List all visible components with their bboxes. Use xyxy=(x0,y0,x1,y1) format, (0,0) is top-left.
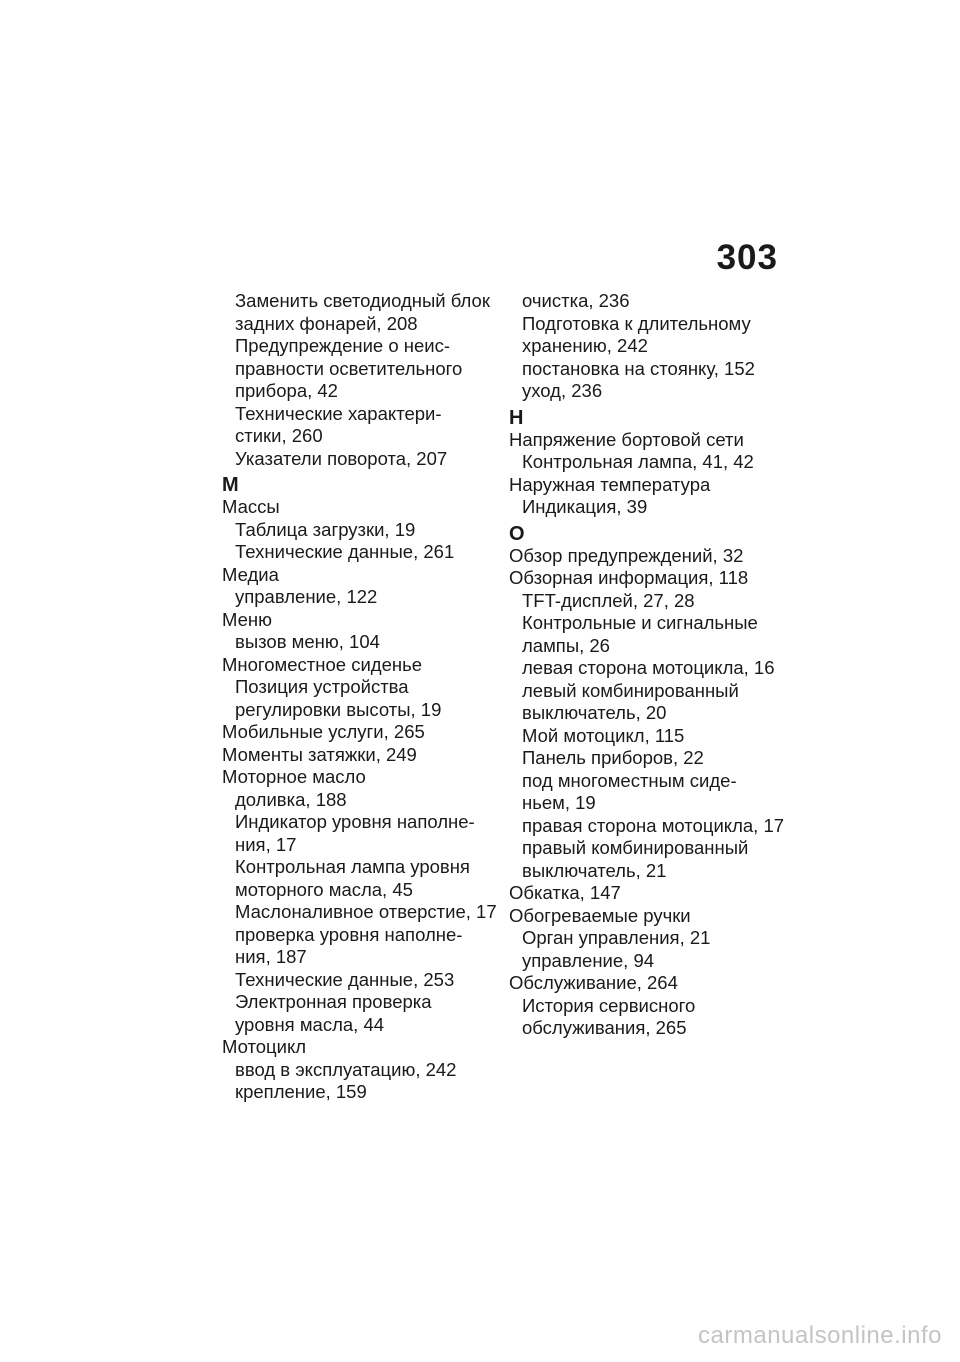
index-sub-entry: регулировки высоты, 19 xyxy=(235,698,442,720)
index-main-entry: Обкатка, 147 xyxy=(509,882,621,903)
index-main-entry: Обслуживание, 264 xyxy=(509,972,678,993)
index-sub-entry: хранению, 242 xyxy=(522,335,648,356)
index-sub-entry: крепление, 159 xyxy=(235,1081,367,1102)
index-sub-entry: Индикатор уровня наполне- xyxy=(235,811,475,832)
index-sub-entry: Технические данные, 261 xyxy=(235,541,455,562)
index-sub-entry: Электронная проверка xyxy=(235,991,432,1012)
index-sub-entry: очистка, 236 xyxy=(522,290,630,311)
index-sub-entry: выключатель, 21 xyxy=(522,859,667,881)
index-sub-entry: проверка уровня наполне- xyxy=(235,923,463,945)
index-sub-entry: постановка на стоянку, 152 xyxy=(522,357,755,379)
index-sub-entry: Подготовка к длительному xyxy=(522,312,751,334)
index-sub-entry: Маслоналивное отверстие, 17 xyxy=(235,901,497,922)
index-sub-entry: прибора, 42 xyxy=(235,380,338,401)
index-sub-entry: Контрольная лампа, 41, 42 xyxy=(522,451,754,472)
page-number: 303 xyxy=(716,238,778,277)
index-sub-entry: Технические характери- xyxy=(235,402,442,424)
index-sub-entry: стики, 260 xyxy=(235,425,323,446)
index-sub-entry: Панель приборов, 22 xyxy=(522,747,704,768)
index-sub-entry: левый комбинированный xyxy=(522,679,739,701)
index-main-entry: Напряжение бортовой сети xyxy=(509,428,744,450)
index-column-right xyxy=(509,290,784,1040)
index-main-entry: Обзор предупреждений, 32 xyxy=(509,544,744,566)
index-main-entry: Мобильные услуги, 265 xyxy=(222,721,425,742)
index-sub-entry: правый комбинированный xyxy=(522,837,749,858)
index-sub-entry: правая сторона мотоцикла, 17 xyxy=(522,814,785,836)
index-sub-entry: TFT-дисплей, 27, 28 xyxy=(522,589,695,611)
index-sub-entry: задних фонарей, 208 xyxy=(235,312,418,334)
index-sub-entry: лампы, 26 xyxy=(522,634,610,656)
index-sub-entry: Контрольные и сигнальные xyxy=(522,612,758,633)
index-sub-entry: Таблица загрузки, 19 xyxy=(235,518,416,540)
index-sub-entry: История сервисного xyxy=(522,994,696,1016)
index-sub-entry: Индикация, 39 xyxy=(522,496,648,517)
index-letter-heading: О xyxy=(509,522,525,545)
index-main-entry: Массы xyxy=(222,496,280,517)
index-main-entry: Мотоцикл xyxy=(222,1036,307,1057)
index-sub-entry: под многоместным сиде- xyxy=(522,769,737,791)
index-main-entry: Обогреваемые ручки xyxy=(509,904,691,926)
index-sub-entry: управление, 94 xyxy=(522,949,655,971)
index-sub-entry: ния, 187 xyxy=(235,946,307,967)
index-sub-entry: Предупреждение о неис- xyxy=(235,335,451,356)
index-sub-entry: Указатели поворота, 207 xyxy=(235,447,448,469)
index-sub-entry: Технические данные, 253 xyxy=(235,968,455,990)
index-sub-entry: моторного масла, 45 xyxy=(235,878,413,900)
index-sub-entry: управление, 122 xyxy=(235,586,378,607)
index-sub-entry: Контрольная лампа уровня xyxy=(235,856,470,877)
index-sub-entry: ньем, 19 xyxy=(522,792,596,813)
index-sub-entry: обслуживания, 265 xyxy=(522,1017,687,1038)
index-main-entry: Медиа xyxy=(222,563,279,585)
index-main-entry: Моменты затяжки, 249 xyxy=(222,743,417,765)
index-sub-entry: уровня масла, 44 xyxy=(235,1013,385,1035)
index-sub-entry: уход, 236 xyxy=(522,380,603,401)
index-letter-heading: М xyxy=(222,474,239,496)
index-sub-entry: правности осветительного xyxy=(235,357,463,379)
index-main-entry: Меню xyxy=(222,608,272,630)
index-sub-entry: Орган управления, 21 xyxy=(522,927,711,948)
index-main-entry: Обзорная информация, 118 xyxy=(509,567,749,588)
index-letter-heading: Н xyxy=(509,406,524,429)
index-sub-entry: Позиция устройства xyxy=(235,676,409,697)
index-main-entry: Моторное масло xyxy=(222,766,366,787)
index-main-entry: Наружная температура xyxy=(509,473,711,495)
index-sub-entry: ввод в эксплуатацию, 242 xyxy=(235,1058,457,1080)
index-sub-entry: Мой мотоцикл, 115 xyxy=(522,724,685,746)
index-sub-entry: ния, 17 xyxy=(235,833,297,855)
index-sub-entry: Заменить светодиодный блок xyxy=(235,290,490,311)
index-main-entry: Многоместное сиденье xyxy=(222,653,423,675)
index-sub-entry: выключатель, 20 xyxy=(522,702,667,723)
index-sub-entry: левая сторона мотоцикла, 16 xyxy=(522,657,775,678)
index-sub-entry: вызов меню, 104 xyxy=(235,631,380,652)
index-sub-entry: доливка, 188 xyxy=(235,788,347,810)
index-column-left xyxy=(222,290,497,1104)
watermark: carmanualsonline.info xyxy=(698,1322,942,1349)
